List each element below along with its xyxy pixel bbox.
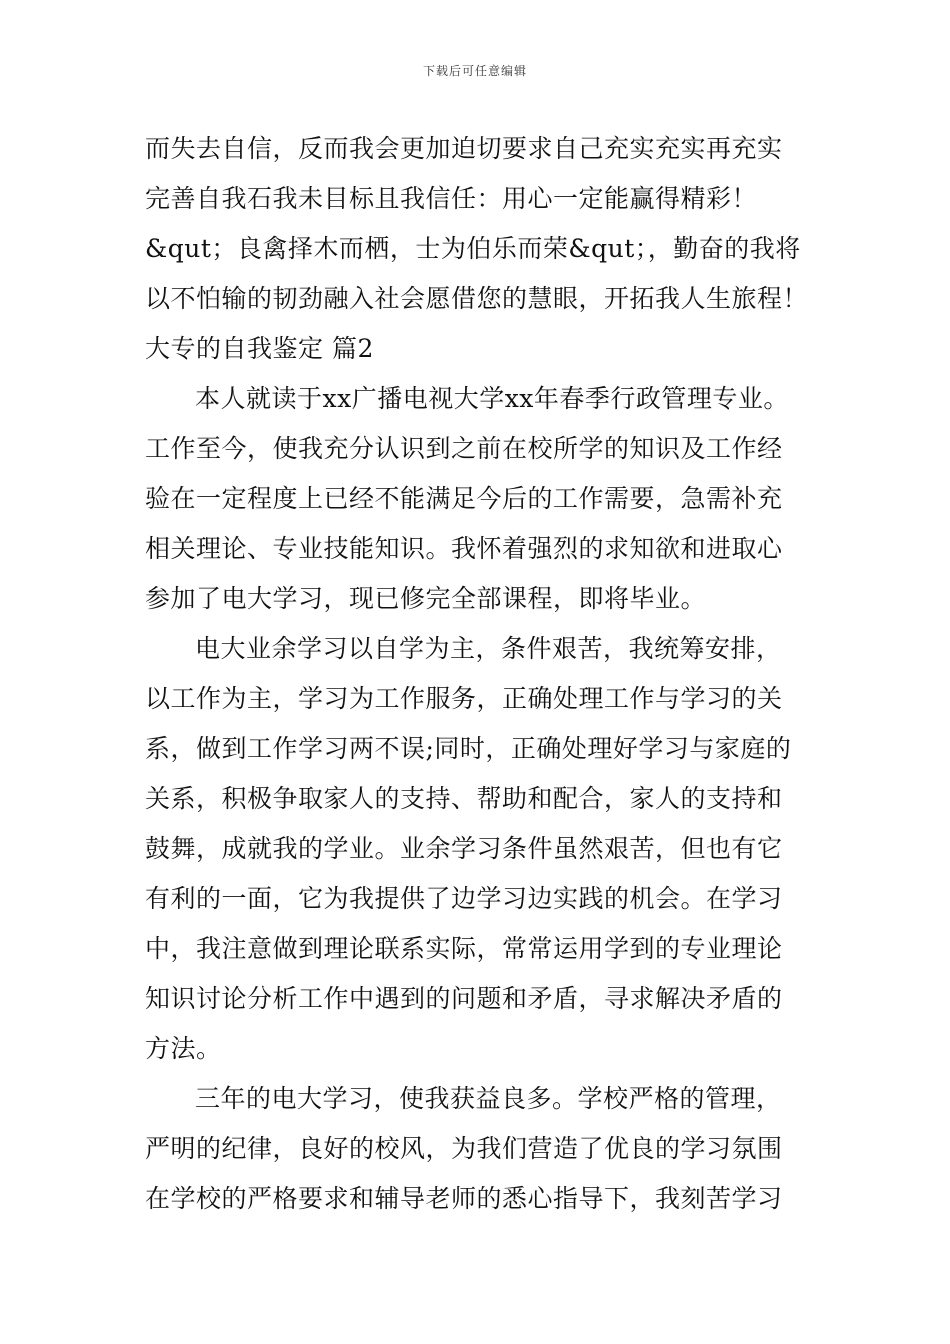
text-line: &qut；良禽择木而栖，士为伯乐而荣&qut；，勤奋的我将: [145, 234, 801, 263]
text-line: 本人就读于xx广播电视大学xx年春季行政管理专业。: [195, 384, 789, 413]
text-line: 知识讨论分析工作中遇到的问题和矛盾，寻求解决矛盾的: [145, 984, 783, 1013]
text-line: 电大业余学习以自学为主，条件艰苦，我统筹安排，: [195, 634, 782, 663]
text-line: 严明的纪律，良好的校风，为我们营造了优良的学习氛围: [145, 1134, 783, 1163]
text-line: 以不怕输的韧劲融入社会愿借您的慧眼，开拓我人生旅程！: [145, 284, 809, 313]
text-line: 而失去自信，反而我会更加迫切要求自己充实充实再充实: [145, 134, 783, 163]
text-line: 参加了电大学习，现已修完全部课程，即将毕业。: [145, 584, 707, 613]
text-line: 有利的一面，它为我提供了边学习边实践的机会。在学习: [145, 884, 783, 913]
text-line: 验在一定程度上已经不能满足今后的工作需要，急需补充: [145, 484, 783, 513]
text-line: 大专的自我鉴定 篇2: [145, 334, 374, 363]
text-line: 在学校的严格要求和辅导老师的悉心指导下，我刻苦学习: [145, 1184, 783, 1213]
text-line: 完善自我石我未目标且我信任：用心一定能赢得精彩！: [145, 184, 758, 213]
page-header: 下载后可任意编辑: [422, 64, 527, 78]
text-line: 系，做到工作学习两不误;同时，正确处理好学习与家庭的: [145, 734, 792, 763]
text-line: 三年的电大学习，使我获益良多。学校严格的管理，: [195, 1084, 782, 1113]
text-line: 鼓舞，成就我的学业。业余学习条件虽然艰苦，但也有它: [145, 834, 783, 863]
text-line: 中，我注意做到理论联系实际，常常运用学到的专业理论: [145, 934, 783, 963]
text-line: 工作至今，使我充分认识到之前在校所学的知识及工作经: [145, 434, 783, 463]
text-line: 关系，积极争取家人的支持、帮助和配合，家人的支持和: [145, 784, 783, 813]
text-line: 以工作为主，学习为工作服务，正确处理工作与学习的关: [145, 684, 783, 713]
text-line: 方法。: [145, 1034, 222, 1063]
document-body: [145, 124, 810, 1224]
text-line: 相关理论、专业技能知识。我怀着强烈的求知欲和进取心: [145, 534, 783, 563]
